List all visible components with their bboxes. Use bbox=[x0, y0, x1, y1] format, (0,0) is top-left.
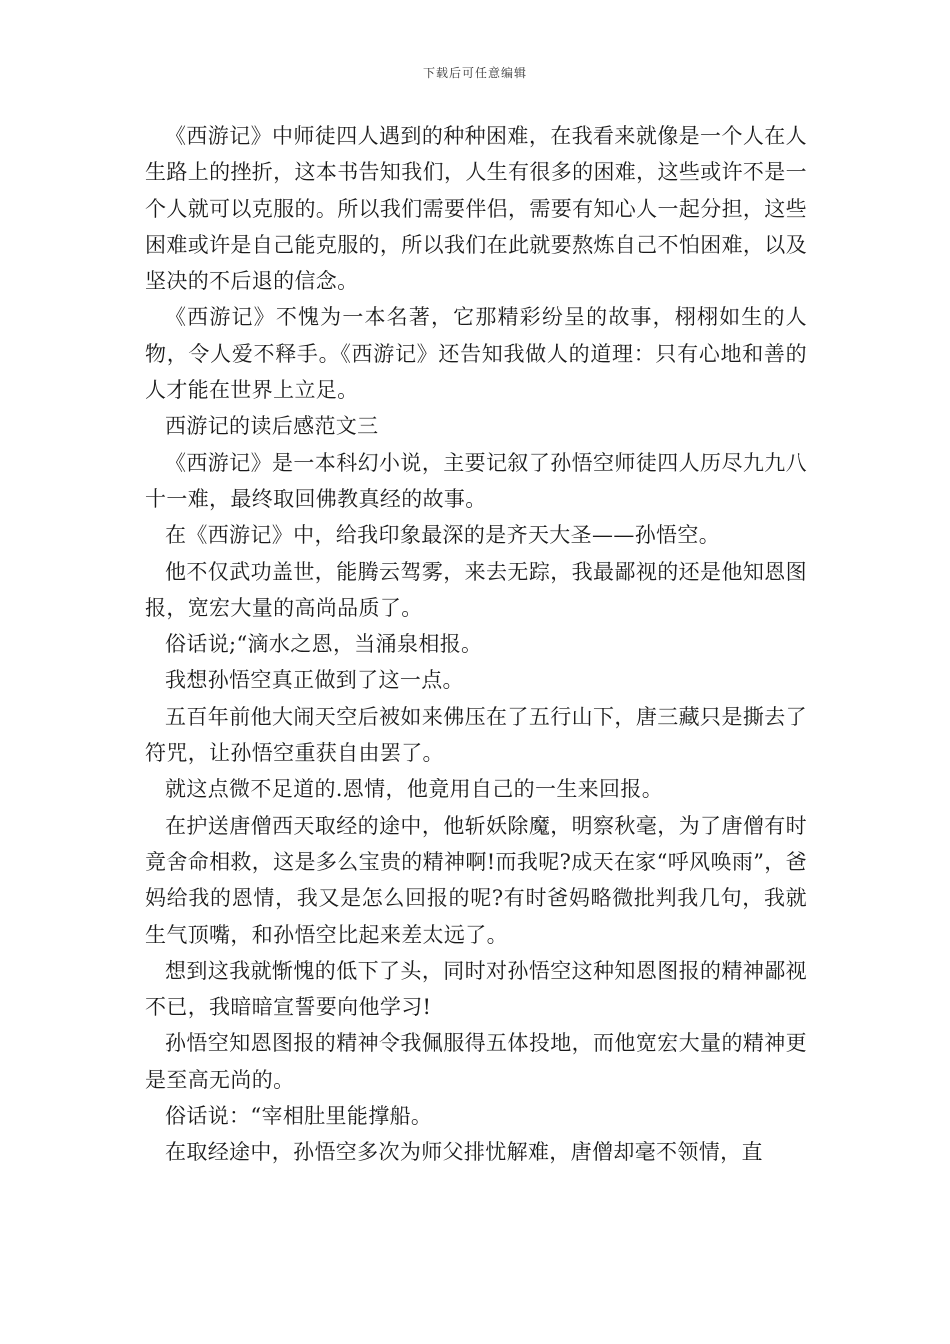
paragraph: 《西游记》不愧为一本名著，它那精彩纷呈的故事，栩栩如生的人物，令人爱不释手。《西游记》还告知我做人的道理：只有心地和善的人才能在世界上立足。 bbox=[145, 305, 807, 403]
paragraph: 在取经途中，孙悟空多次为师父排忧解难，唐僧却毫不领情，直 bbox=[165, 1140, 763, 1165]
paragraph: 俗话说：“宰相肚里能撑船。 bbox=[165, 1104, 433, 1129]
paragraph: 想到这我就惭愧的低下了头，同时对孙悟空这种知恩图报的精神鄙视不已，我暗暗宣誓要向他学习! bbox=[145, 958, 807, 1020]
paragraph: 俗话说;“滴水之恩，当涌泉相报。 bbox=[165, 632, 483, 657]
paragraph: 《西游记》是一本科幻小说，主要记叙了孙悟空师徒四人历尽九九八十一难，最终取回佛教真经的故事。 bbox=[145, 450, 807, 511]
paragraph: 在《西游记》中，给我印象最深的是齐天大圣——孙悟空。 bbox=[165, 523, 721, 548]
paragraph: 他不仅武功盖世，能腾云驾雾，来去无踪，我最鄙视的还是他知恩图报，宽宏大量的高尚品质了。 bbox=[145, 559, 807, 620]
paragraph: 五百年前他大闹天空后被如来佛压在了五行山下，唐三藏只是撕去了符咒，让孙悟空重获自由罢了。 bbox=[145, 704, 807, 766]
page-header: 下载后可任意编辑 bbox=[422, 66, 527, 80]
document-body bbox=[145, 118, 807, 1171]
paragraph: 《西游记》中师徒四人遇到的种种困难，在我看来就像是一个人在人生路上的挫折，这本书告知我们，人生有很多的困难，这些或许不是一个人就可以克服的。所以我们需要伴侣，需要有知心人一起分担，这些困难或许是自己能克服的，所以我们在此就要熬炼自己不怕困难，以及坚决的不后退的信念。 bbox=[145, 124, 807, 294]
section-heading: 西游记的读后感范文三 bbox=[165, 414, 379, 439]
paragraph: 孙悟空知恩图报的精神令我佩服得五体投地，而他宽宏大量的精神更是至高无尚的。 bbox=[145, 1031, 807, 1092]
paragraph: 就这点微不足道的.恩情，他竟用自己的一生来回报。 bbox=[165, 777, 664, 802]
paragraph: 我想孙悟空真正做到了这一点。 bbox=[165, 668, 464, 693]
paragraph: 在护送唐僧西天取经的途中，他斩妖除魔，明察秋毫，为了唐僧有时竟舍命相救，这是多么宝贵的精神啊!而我呢?成天在家“呼风唤雨”，爸妈给我的恩情，我又是怎么回报的呢?有时爸妈略微批判我几句，我就生气顶嘴，和孙悟空比起来差太远了。 bbox=[145, 813, 807, 947]
